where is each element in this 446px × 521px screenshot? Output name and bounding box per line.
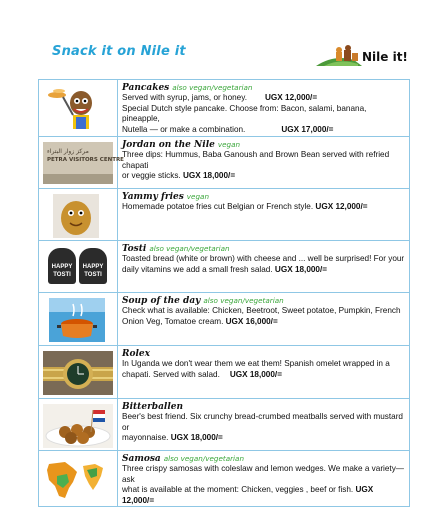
bitterballen-photo [43,404,113,448]
item-price: UGX 12,000/= [265,93,318,103]
menu-item-rolex [39,346,409,399]
item-price: UGX 16,000/= [225,316,278,326]
petra-sign-text: PETRA VISITORS CENTRE [47,157,124,163]
menu-item-samosa [39,451,409,506]
item-tag: vegan [186,192,209,201]
tosti-label: TOSTI [84,272,102,278]
item-text [122,244,405,275]
tosti-label: TOSTI [53,272,71,278]
item-desc: Homemade potatoe fries cut Belgian or French style. [122,202,314,212]
happy-tosti-logo [47,246,109,288]
thumb-cell [39,399,118,450]
item-tag: also vegan/vegetarian [163,454,245,463]
menu-item-yammy-fries [39,189,409,241]
item-desc: Beer's best friend. Six crunchy bread-crumbed meatballs served with mustard or [122,412,403,432]
item-tag: also vegan/vegetarian [203,296,284,305]
menu-table [38,79,410,507]
item-text [122,192,405,213]
item-name: Yammy fries [122,192,184,202]
item-price: UGX 17,000/= [281,124,334,134]
item-desc: Toasted bread (white or brown) with cheese and ... well be surprised! For your [122,254,405,264]
thumb-cell [39,293,118,345]
thumb-cell [39,346,118,398]
thumb-cell [39,137,124,188]
item-price: UGX 18,000/= [182,171,236,181]
thumb-cell [39,189,118,240]
item-desc: In Uganda we don't wear them we eat them! Spanish omelet wrapped in a [122,359,390,369]
item-price: UGX 12,000/= [315,202,368,212]
item-name: Bitterballen [122,402,184,412]
item-text [122,296,405,327]
item-name: Pancakes [122,83,170,93]
item-desc: or veggie sticks. [122,171,181,181]
item-text [122,349,405,380]
item-desc: daily vitamins we add a small fresh salad. [122,264,273,274]
item-desc: Nutella — or make a combination. [122,124,246,134]
page-title: Snack it on Nile it [52,44,186,59]
item-desc: Served with syrup, jams, or honey. [122,93,247,103]
item-desc: what is available at the moment: Chicken, veggies , beef or fish. [122,485,354,495]
cartoon-chef-icon [43,85,113,133]
item-tag: also vegan/vegetarian [172,83,253,92]
item-desc: chapati. Served with salad. [122,369,220,379]
item-name: Soup of the day [122,296,201,306]
item-text [122,454,405,506]
item-text [122,402,405,444]
menu-item-jordan-on-the-nile [39,137,409,189]
item-desc: Check what is available: Chicken, Beetroot, Sweet potatoe, Pumpkin, French [122,306,401,316]
item-name: Tosti [122,244,147,254]
item-desc: Three crispy samosas with coleslaw and lemon wedges. We make a variety—ask [122,464,404,484]
item-desc: Onion Veg, Tomatoe cream. [122,316,224,326]
soup-pot-photo [49,298,105,342]
menu-item-tosti [39,241,409,293]
tosti-label: HAPPY [82,264,104,270]
item-desc: Special Dutch style pancake. Choose from: Bacon, salami, banana, pineapple, [122,103,367,124]
thumb-cell [39,451,118,506]
item-desc: Three dips: Hummus, Baba Ganoush and Brown Bean served with refried chapati [122,150,390,170]
tosti-label: HAPPY [51,264,73,270]
menu-item-bitterballen [39,399,409,451]
item-text [122,83,405,135]
menu-item-pancakes [39,80,409,137]
thumb-cell [39,80,118,136]
menu-item-soup-of-the-day [39,293,409,346]
logo-text: Nile it! [362,50,408,64]
rolex-watch-photo [43,351,113,395]
africa-india-map [43,456,113,502]
item-name: Samosa [122,454,161,464]
item-text [122,140,405,182]
item-price: UGX 18,000/= [229,369,282,379]
item-name: Jordan on the Nile [122,140,215,150]
item-tag: vegan [217,140,241,149]
item-price: UGX 18,000/= [274,264,328,274]
item-tag: also vegan/vegetarian [149,244,230,253]
thumb-cell [39,241,118,292]
item-name: Rolex [122,349,150,359]
petra-sign-photo: مركز زوار البتراء PETRA VISITORS CENTRE [43,142,113,184]
item-price: UGX 18,000/= [170,433,223,443]
potato-character-photo [53,194,99,238]
item-price: UGX 12,000/= [122,485,374,505]
item-desc: mayonnaise. [122,433,169,443]
